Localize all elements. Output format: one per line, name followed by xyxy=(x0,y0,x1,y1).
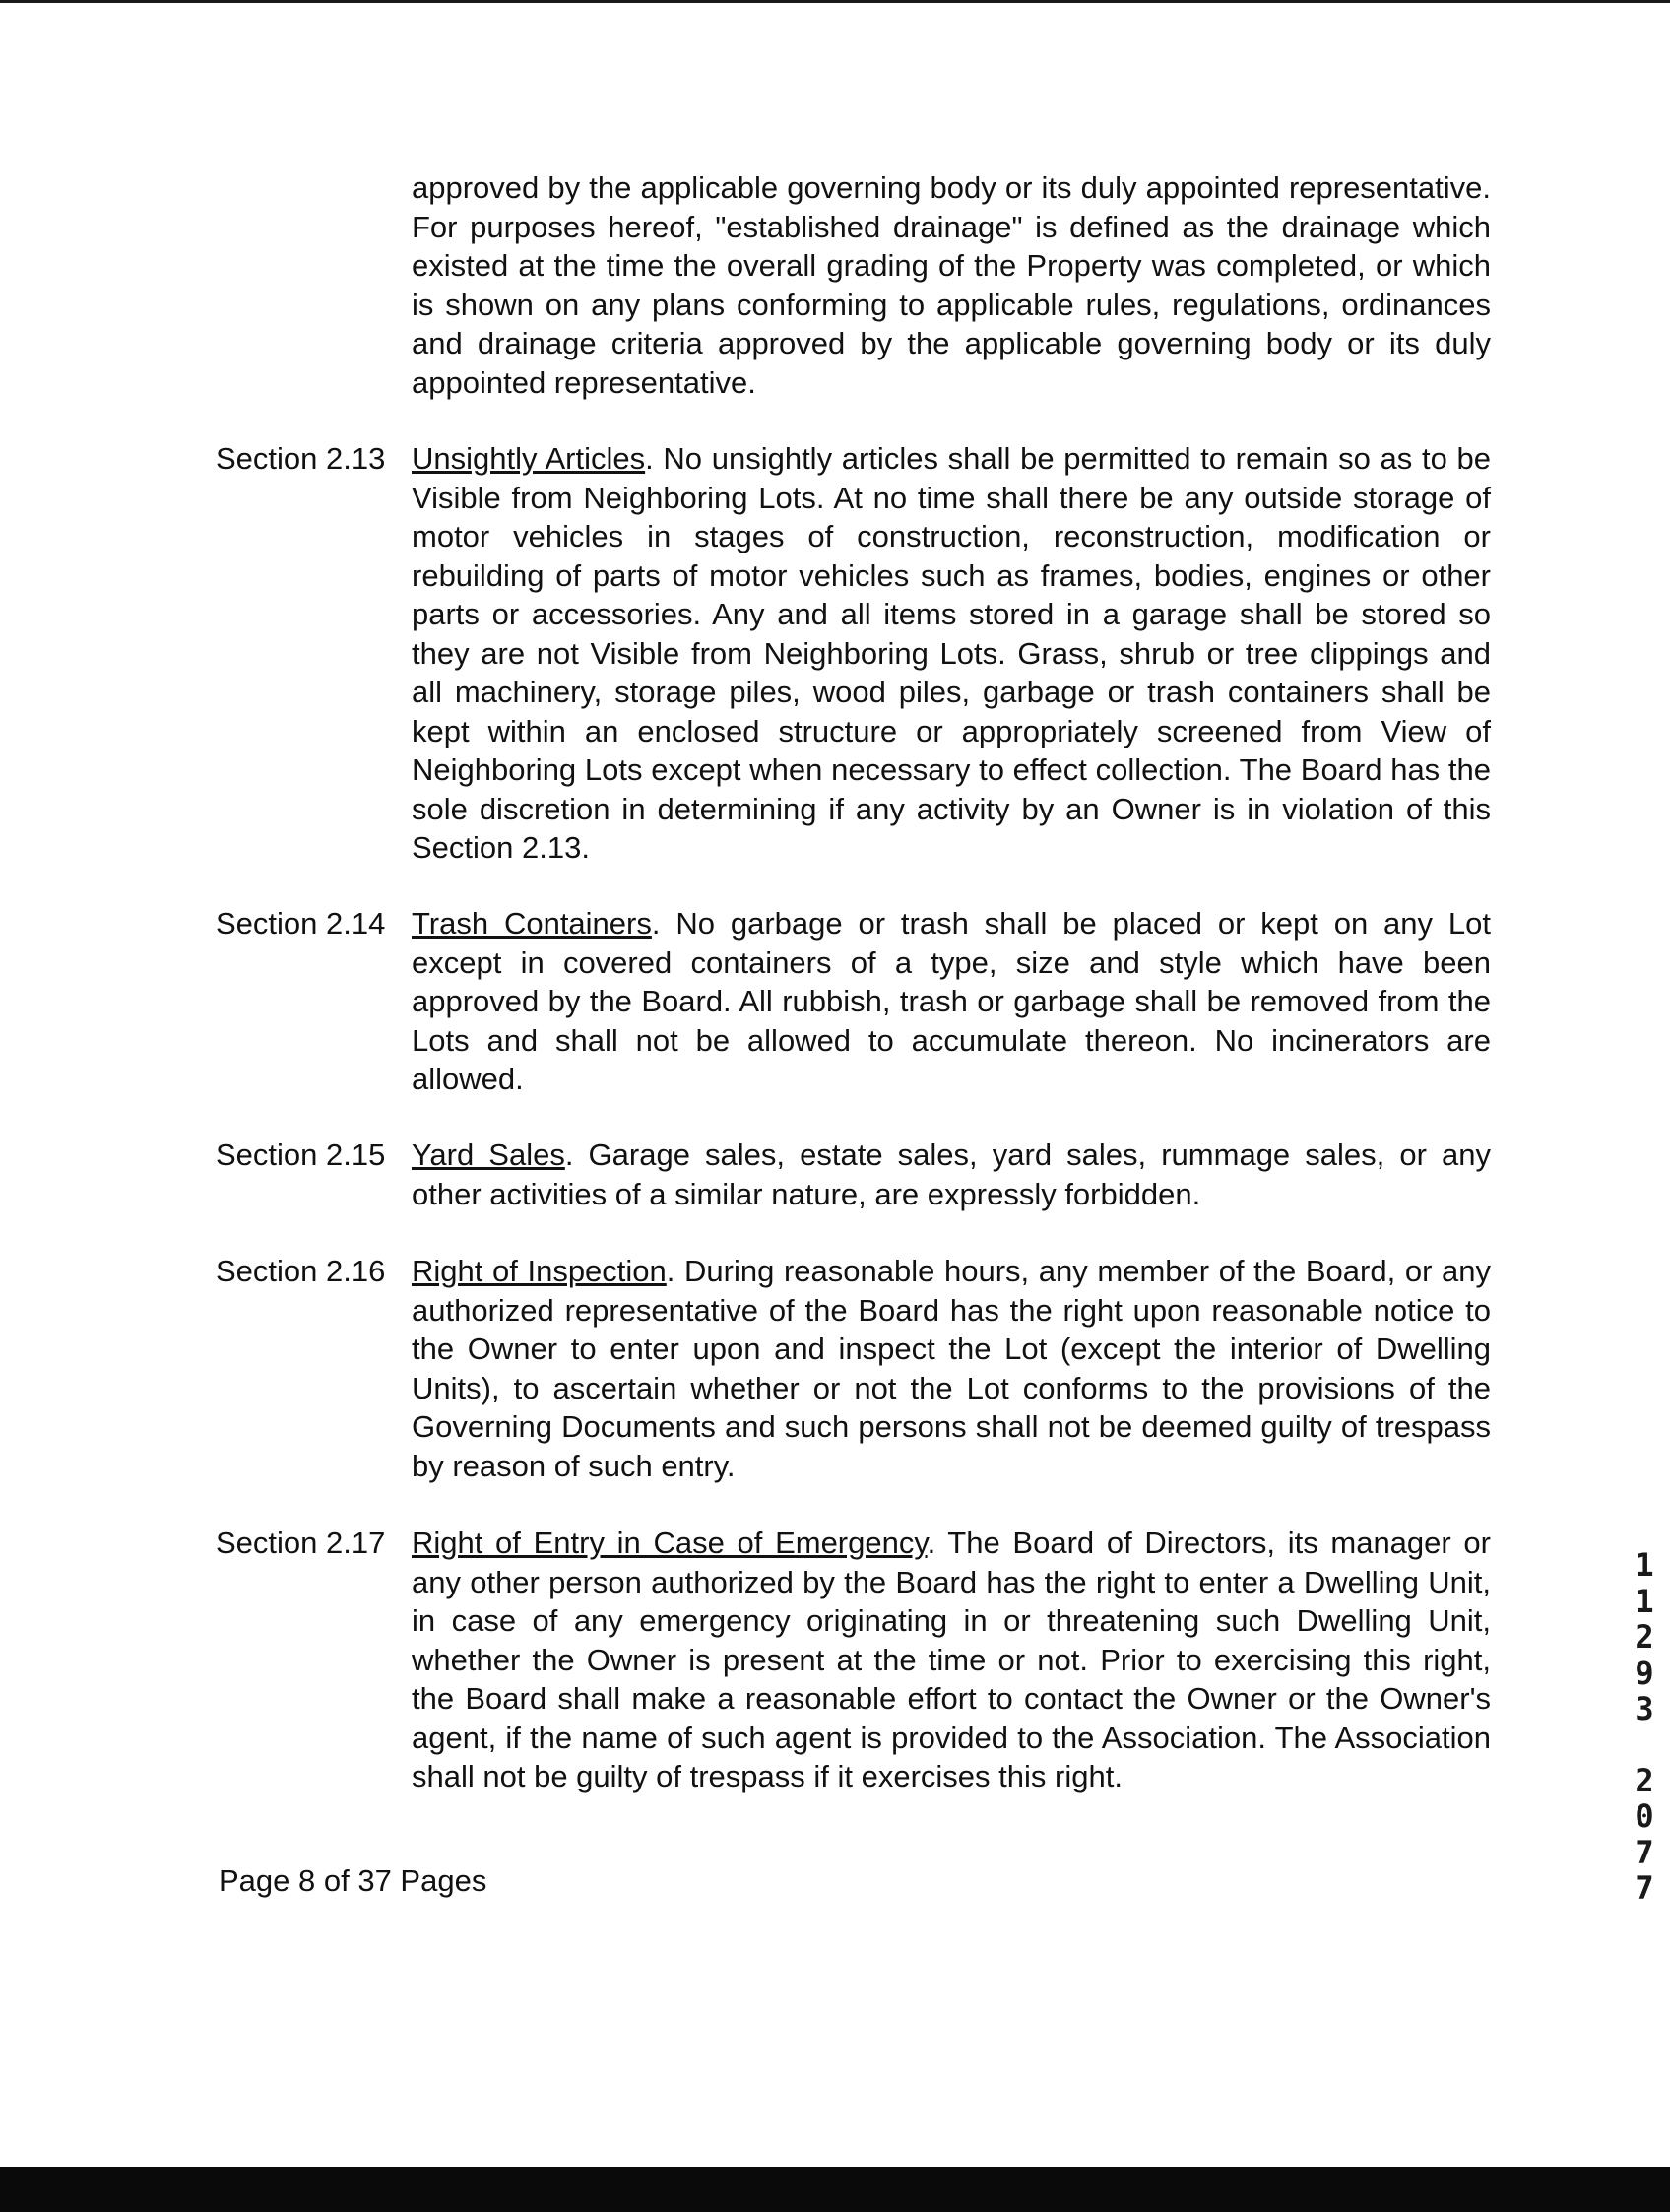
section-body xyxy=(412,439,1491,868)
stamp-digit: 1 xyxy=(1635,1546,1654,1584)
stamp-digit: 0 xyxy=(1635,1797,1654,1835)
section-text: . During reasonable hours, any member of the Board, or any authorized representative of the Board has the right upon reasonable notice to the Owner to enter upon and inspect the Lot (except the interior of Dwelling Units), to ascertain whether or not the Lot conforms to the provisions of the Governing Documents and such persons shall not be deemed guilty of trespass by reason of such entry. xyxy=(412,1254,1492,1483)
margin-stamp xyxy=(1628,1547,1661,1907)
section-text: . No unsightly articles shall be permitted to remain so as to be Visible from Neighboring Lots. At no time shall there be any outside storage of motor vehicles in stages of construction, reconstruction, modification or rebuilding of parts of motor vehicles such as frames, bodies, engines or other parts or accessories. Any and all items stored in a garage shall be stored so they are not Visible from Neighboring Lots. Grass, shrub or tree clippings and all machinery, storage piles, wood piles, garbage or trash containers shall be kept within an enclosed structure or appropriately screened from View of Neighboring Lots except when necessary to effect collection. The Board has the sole discretion in determining if any activity by an Owner is in violation of this Section 2.13. xyxy=(412,441,1491,865)
stamp-digit: 1 xyxy=(1635,1582,1654,1620)
stamp-digit: 7 xyxy=(1635,1869,1654,1907)
section-body xyxy=(412,1524,1491,1796)
section-heading: Yard Sales xyxy=(412,1138,565,1172)
stamp-digit: 9 xyxy=(1635,1654,1654,1692)
section-heading: Unsightly Articles xyxy=(412,441,646,476)
section-text: . The Board of Directors, its manager or any other person authorized by the Board has the right to enter a Dwelling Unit, in case of any emergency originating in or threatening such Dwelling Unit, whether the Owner is present at the time or not. Prior to exercising this right, the Board shall make a reasonable effort to contact the Owner or the Owner's agent, if the name of such agent is provided to the Association. The Association shall not be guilty of trespass if it exercises this right. xyxy=(412,1526,1491,1793)
scan-bottom-band xyxy=(0,2167,1670,2212)
section-heading: Right of Entry in Case of Emergency xyxy=(412,1526,928,1560)
section-body xyxy=(412,1252,1491,1485)
section-body xyxy=(412,904,1491,1099)
stamp-digit: 3 xyxy=(1635,1690,1654,1727)
stamp-digit: 2 xyxy=(1635,1618,1654,1656)
section-number: Section 2.15 xyxy=(216,1138,386,1172)
stamp-gap xyxy=(1628,1727,1661,1763)
section-number: Section 2.17 xyxy=(216,1526,386,1560)
section-text: . Garage sales, estate sales, yard sales, rummage sales, or any other activities of a similar nature, are expressly forbidden. xyxy=(412,1138,1491,1211)
stamp-digit: 7 xyxy=(1635,1833,1654,1871)
section-number: Section 2.16 xyxy=(216,1254,386,1288)
section-number: Section 2.14 xyxy=(216,906,386,941)
page-footer: Page 8 of 37 Pages xyxy=(219,1863,487,1898)
stamp-digit: 2 xyxy=(1635,1761,1654,1799)
section-heading: Right of Inspection xyxy=(412,1254,667,1288)
section-body xyxy=(412,1136,1491,1213)
section-text: . No garbage or trash shall be placed or kept on any Lot except in covered containers of a type, size and style which have been approved by the Board. All rubbish, trash or garbage shall be removed from the Lots and shall not be allowed to accumulate thereon. No incinerators are allowed. xyxy=(412,906,1491,1096)
continuation-paragraph: approved by the applicable governing body or its duly appointed representative. For purposes hereof, "established drainage" is defined as the drainage which existed at the time the overall grading of the Property was completed, or which is shown on any plans conforming to applicable rules, regulations, ordinances and drainage criteria approved by the applicable governing body or its duly appointed representative. xyxy=(412,170,1491,400)
section-number: Section 2.13 xyxy=(216,441,386,476)
section-heading: Trash Containers xyxy=(412,906,652,941)
